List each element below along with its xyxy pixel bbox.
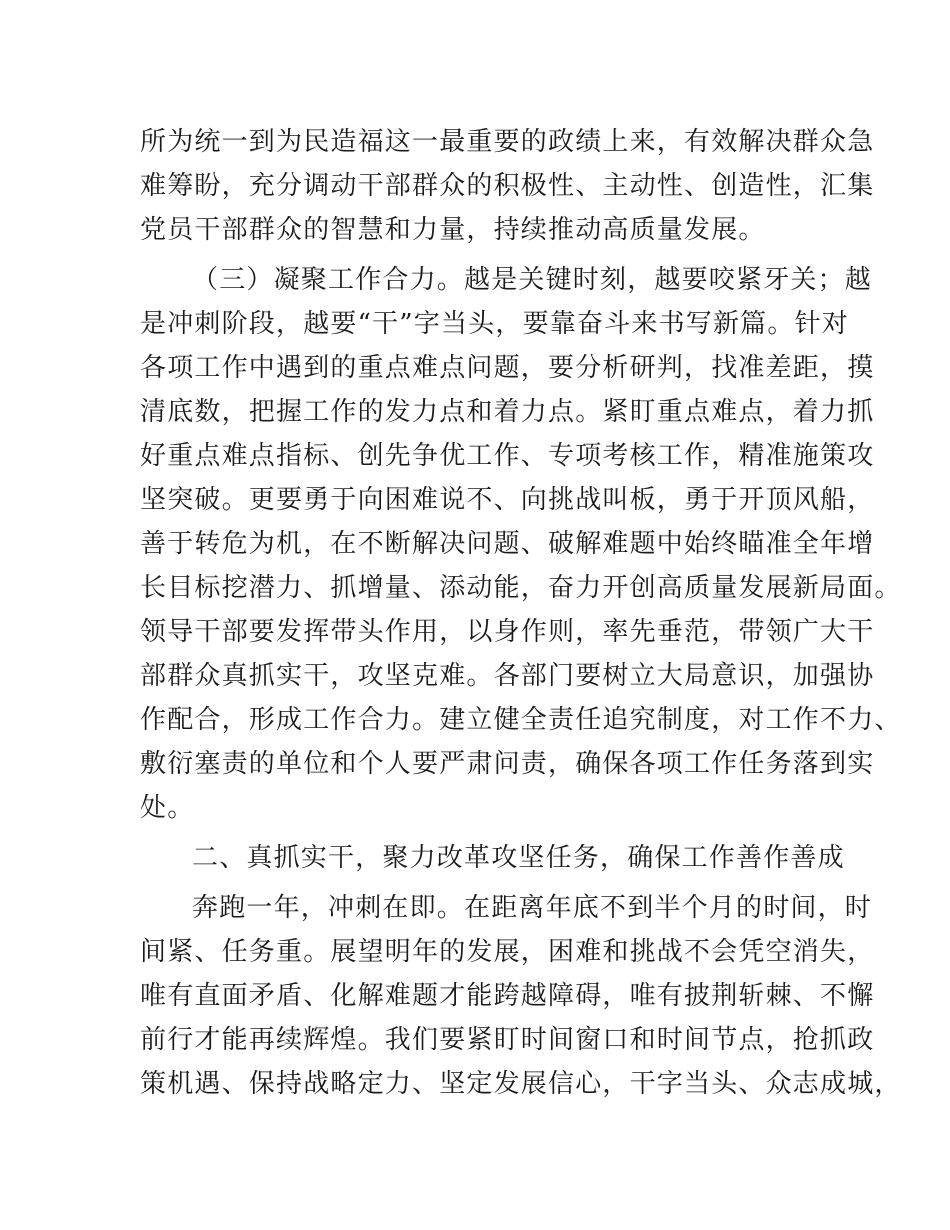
paragraph-line: 党员干部群众的智慧和力量，持续推动高质量发展。 <box>140 215 766 245</box>
paragraph-line: 敷衍塞责的单位和个人要严肃问责，确保各项工作任务落到实 <box>140 749 875 779</box>
paragraph-line: 善于转危为机，在不断解决问题、破解难题中始终瞄准全年增 <box>140 529 875 559</box>
paragraph-line: 间紧、任务重。展望明年的发展，困难和挑战不会凭空消失， <box>140 937 875 967</box>
paragraph-line: 难筹盼，充分调动干部群众的积极性、主动性、创造性，汇集 <box>140 171 875 201</box>
section-heading: 二、真抓实干，聚力改革攻坚任务，确保工作善作善成 <box>192 843 845 873</box>
paragraph-line: 部群众真抓实干，攻坚克难。各部门要树立大局意识，加强协 <box>140 661 875 691</box>
paragraph-line: 是冲刺阶段，越要“干”字当头，要靠奋斗来书写新篇。针对 <box>140 309 849 339</box>
paragraph-line: 清底数，把握工作的发力点和着力点。紧盯重点难点，着力抓 <box>140 397 875 427</box>
paragraph-line: 奔跑一年，冲刺在即。在距离年底不到半个月的时间，时 <box>192 893 873 923</box>
paragraph-line: 领导干部要发挥带头作用，以身作则，率先垂范，带领广大干 <box>140 617 875 647</box>
paragraph-line: 长目标挖潜力、抓增量、添动能，奋力开创高质量发展新局面。 <box>140 573 902 603</box>
paragraph-line: 各项工作中遇到的重点难点问题，要分析研判，找准差距，摸 <box>140 353 875 383</box>
paragraph-line: 处。 <box>140 793 195 823</box>
paragraph-line: 好重点难点指标、创先争优工作、专项考核工作，精准施策攻 <box>140 441 875 471</box>
section-heading-line: （三）凝聚工作合力。越是关键时刻，越要咬紧牙关；越 <box>192 265 873 295</box>
paragraph-line: 策机遇、保持战略定力、坚定发展信心，干字当头、众志成城， <box>140 1069 902 1099</box>
paragraph-line: 坚突破。更要勇于向困难说不、向挑战叫板，勇于开顶风船， <box>140 485 875 515</box>
paragraph-line: 前行才能再续辉煌。我们要紧盯时间窗口和时间节点，抢抓政 <box>140 1025 875 1055</box>
paragraph-line: 唯有直面矛盾、化解难题才能跨越障碍，唯有披荆斩棘、不懈 <box>140 981 875 1011</box>
paragraph-line: 作配合，形成工作合力。建立健全责任追究制度，对工作不力、 <box>140 705 902 735</box>
paragraph-line: 所为统一到为民造福这一最重要的政绩上来，有效解决群众急 <box>140 127 875 157</box>
